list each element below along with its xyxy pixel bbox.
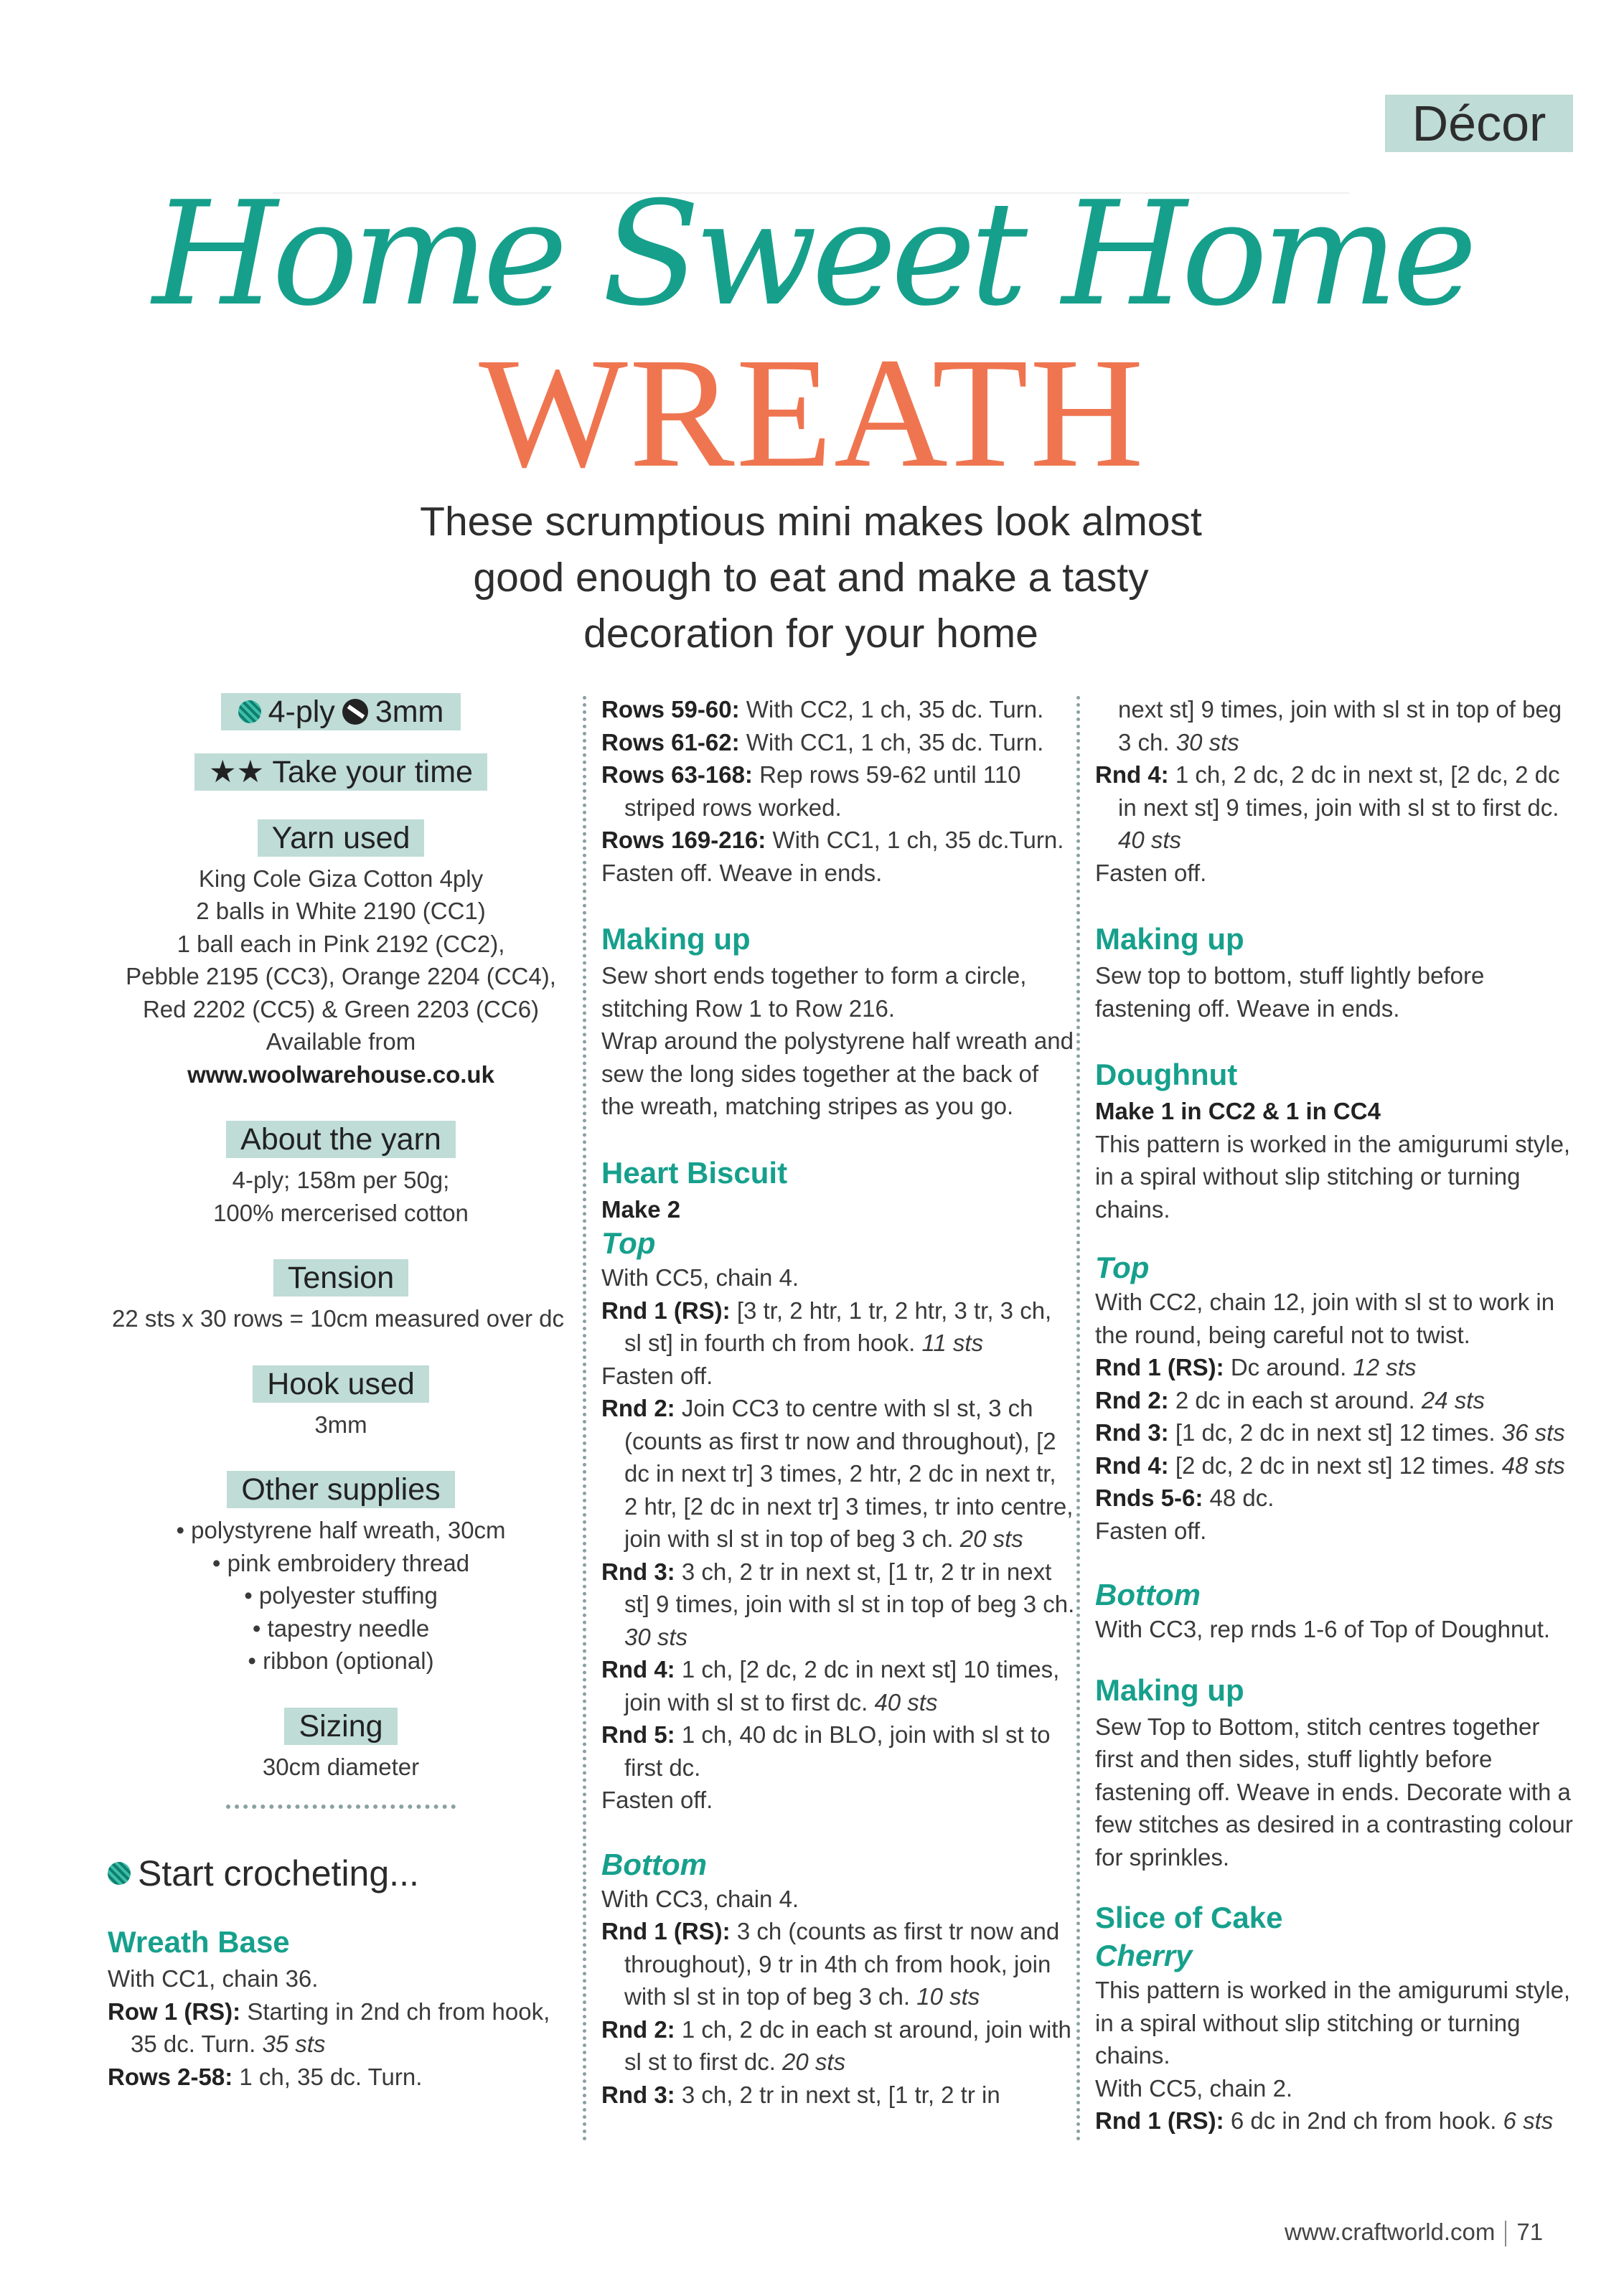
- pattern-line: [601, 726, 1075, 759]
- pattern-line: [108, 753, 574, 791]
- section-heading: Slice of Cake: [1095, 1901, 1283, 1934]
- pattern-text: About the yarn: [226, 1121, 456, 1158]
- pattern-line: [1095, 1225, 1576, 1250]
- pattern-line: [1095, 1416, 1576, 1449]
- difficulty-stars-icon: ★★: [209, 754, 265, 789]
- pattern-line: [1095, 1351, 1576, 1384]
- pattern-line: [601, 1915, 1075, 2013]
- pattern-line: [108, 1895, 574, 1922]
- pattern-text: Rnd 2:: [601, 2015, 675, 2043]
- list-item: • tapestry needle: [252, 1614, 430, 1642]
- subsection-heading: Bottom: [1095, 1578, 1201, 1612]
- pattern-line: [601, 2013, 1075, 2079]
- sizing-section: [108, 1708, 574, 1784]
- pattern-line: [601, 1718, 1075, 1784]
- section-heading: Doughnut: [1095, 1058, 1238, 1091]
- section-heading: Making up: [1095, 1672, 1244, 1707]
- yarn-weight-hook-box: [221, 693, 461, 730]
- pattern-line: [1095, 889, 1576, 919]
- pattern-text: Rnd 1 (RS):: [601, 1297, 731, 1324]
- pattern-text: Other supplies: [227, 1471, 454, 1508]
- pattern-text: Rnd 2:: [601, 1395, 675, 1421]
- pattern-text: Rnd 2:: [1095, 1386, 1169, 1413]
- sidebar: [108, 693, 574, 1809]
- pattern-line: [1095, 1384, 1576, 1417]
- pattern-line: [1095, 1547, 1576, 1577]
- pattern-text: 6 dc in 2nd ch from hook.: [1224, 2107, 1503, 2134]
- pattern-text: Rnd 3:: [1095, 1419, 1169, 1446]
- pattern-text: 4-ply: [268, 695, 335, 729]
- page-title-line2: WREATH: [479, 325, 1145, 500]
- list-item: • pink embroidery thread: [212, 1549, 470, 1576]
- pattern-text: 1 ch, 2 dc in each st around, join with sl st to first dc.: [624, 2015, 1071, 2075]
- pattern-text: Sew short ends together to form a circle, stitching Row 1 to Row 216.: [601, 962, 1027, 1022]
- pattern-text: 3 ch, 2 tr in next st, [1 tr, 2 tr in: [675, 2081, 1000, 2108]
- pattern-line: [601, 758, 1075, 824]
- pattern-text: 1 ch, 40 dc in BLO, join with sl st to first dc.: [624, 1721, 1051, 1781]
- pattern-line: [1095, 1482, 1576, 1515]
- yarn-ball-icon: [108, 1862, 131, 1885]
- list-item: • polyester stuffing: [244, 1582, 438, 1609]
- list-item: • polystyrene half wreath, 30cm: [176, 1517, 506, 1543]
- pattern-text: Sizing: [284, 1708, 397, 1745]
- pattern-text: Rnds 5-6:: [1095, 1485, 1203, 1511]
- pattern-text: Rnd 4:: [601, 1656, 675, 1683]
- section-heading: Wreath Base: [108, 1925, 290, 1959]
- pattern-text: With CC5, chain 4.: [601, 1264, 799, 1291]
- pattern-text: [1 dc, 2 dc in next st] 12 times.: [1168, 1419, 1502, 1446]
- pattern-text: Rep rows 59-62 until 110 striped rows worked.: [624, 761, 1021, 821]
- pattern-text: 2 dc in each st around.: [1168, 1386, 1422, 1413]
- pattern-text: Tension: [273, 1259, 408, 1297]
- pattern-text: 40 sts: [874, 1688, 938, 1716]
- pattern-text: 20 sts: [782, 2048, 846, 2075]
- pattern-text: 30cm diameter: [262, 1753, 420, 1780]
- pattern-line: [601, 1556, 1075, 1654]
- yarn-used-section: [108, 819, 574, 1091]
- pattern-line: [601, 1294, 1075, 1360]
- column-1: [108, 693, 574, 2093]
- pattern-text: 48 sts: [1501, 1452, 1565, 1479]
- section-tag: Décor: [1385, 95, 1573, 152]
- other-supplies-section: [108, 1471, 574, 1678]
- pattern-text: Rows 61-62:: [601, 728, 740, 756]
- pattern-text: Rows 63-168:: [601, 761, 753, 788]
- pattern-text: 2 balls in White 2190 (CC1): [196, 898, 486, 924]
- pattern-text: 4-ply; 158m per 50g;: [232, 1167, 450, 1193]
- pattern-text: Start crocheting...: [138, 1853, 419, 1893]
- section-divider: [226, 1805, 456, 1809]
- pattern-text: Rnd 1 (RS):: [1095, 2107, 1224, 2134]
- footer: [1285, 2219, 1543, 2246]
- footer-separator: [1505, 2221, 1506, 2246]
- subsection-heading: Cherry: [1095, 1939, 1193, 1972]
- column-2: [601, 693, 1075, 2111]
- pattern-text: 1 ch, 35 dc. Turn.: [233, 2063, 423, 2090]
- hook-icon: [342, 699, 368, 725]
- pattern-text: Available from: [266, 1028, 416, 1055]
- pattern-text: Rnd 3:: [601, 1558, 675, 1585]
- pattern-text: 22 sts x 30 rows = 10cm measured over dc: [111, 1305, 565, 1332]
- footer-url[interactable]: www.craftworld.com: [1285, 2219, 1496, 2245]
- pattern-text: Fasten off.: [601, 1787, 713, 1813]
- pattern-text: Rnd 1 (RS):: [601, 1918, 731, 1944]
- pattern-text: 12 sts: [1353, 1354, 1417, 1380]
- pattern-line: [1095, 1449, 1576, 1482]
- hook-used-section: [108, 1365, 574, 1441]
- pattern-text: Row 1 (RS):: [108, 1998, 241, 2025]
- pattern-text: 35 sts: [262, 2031, 326, 2057]
- pattern-text: Rnd 5:: [601, 1721, 675, 1748]
- pattern-text: With CC5, chain 2.: [1095, 2074, 1293, 2102]
- pattern-text: Hook used: [253, 1365, 429, 1403]
- page-number: 71: [1516, 2219, 1544, 2245]
- pattern-text: 1 ball each in Pink 2192 (CC2),: [177, 930, 505, 957]
- pattern-text: Dc around.: [1224, 1354, 1353, 1380]
- pattern-text: Pebble 2195 (CC3), Orange 2204 (CC4),: [126, 963, 556, 989]
- pattern-text: Rnd 4:: [1095, 1452, 1169, 1479]
- pattern-text: [3 tr, 2 htr, 1 tr, 2 htr, 3 tr, 3 ch, sl st] in fourth ch from hook.: [624, 1297, 1052, 1356]
- pattern-line: [601, 824, 1075, 857]
- pattern-line: [1095, 1025, 1576, 1055]
- pattern-text: With CC1, chain 36.: [108, 1965, 319, 1992]
- pattern-text: 100% mercerised cotton: [213, 1199, 469, 1226]
- pattern-text: With CC3, chain 4.: [601, 1885, 799, 1912]
- pattern-text: King Cole Giza Cotton 4ply: [198, 865, 484, 892]
- pattern-text: Fasten off.: [601, 1362, 713, 1389]
- pattern-text: With CC2, 1 ch, 35 dc. Turn.: [739, 696, 1044, 723]
- pattern-text: This pattern is worked in the amigurumi style, in a spiral without slip stitching or turning chains.: [1095, 1977, 1571, 2069]
- pattern-text: 3mm: [375, 695, 444, 729]
- yarn-ball-icon: [238, 700, 261, 723]
- pattern-line: [601, 889, 1075, 919]
- pattern-text: 11 sts: [921, 1330, 984, 1356]
- subsection-heading: Top: [601, 1226, 656, 1260]
- pattern-text: Make 2: [601, 1195, 681, 1223]
- pattern-text: 6 sts: [1503, 2107, 1554, 2134]
- about-yarn-section: [108, 1121, 574, 1229]
- subtitle: These scrumptious mini makes look almost good enough to eat and make a tasty decoration for your home: [420, 499, 1202, 657]
- subsection-heading: Bottom: [601, 1847, 707, 1881]
- start-crocheting-heading: [108, 1852, 574, 1895]
- pattern-text: 48 dc.: [1203, 1485, 1275, 1511]
- pattern-text: With CC2, chain 12, join with sl st to work in the round, being careful not to twist.: [1095, 1289, 1555, 1348]
- pattern-text: 1 ch, [2 dc, 2 dc in next st] 10 times, join with sl st to first dc.: [624, 1656, 1060, 1716]
- subsection-heading: Top: [1095, 1251, 1150, 1284]
- pattern-text: 3 ch (counts as first tr now and throughout), 9 tr in 4th ch from hook, join with sl st in top of beg 3 ch.: [624, 1918, 1060, 2010]
- pattern-text: Rnd 3:: [601, 2081, 675, 2108]
- pattern-text: Sew Top to Bottom, stitch centres together first and then sides, stuff lightly before fastening off. Weave in ends. Decorate with a few stitches as desired in a contrasting colour for sprinkles.: [1095, 1713, 1573, 1871]
- pattern-line: [1095, 758, 1576, 857]
- pattern-line: [1095, 1873, 1576, 1898]
- pattern-text: Starting in 2nd ch from hook, 35 dc. Turn.: [131, 1998, 550, 2057]
- supplier-link[interactable]: www.woolwarehouse.co.uk: [187, 1060, 494, 1088]
- pattern-text: Rows 169-216:: [601, 827, 766, 853]
- pattern-text: 30 sts: [1175, 728, 1239, 756]
- pattern-text: Fasten off. Weave in ends.: [601, 859, 883, 886]
- pattern-text: Take your time: [272, 754, 473, 789]
- pattern-line: [601, 1123, 1075, 1153]
- pattern-line: [601, 693, 1075, 726]
- pattern-text: 1 ch, 2 dc, 2 dc in next st, [2 dc, 2 dc in next st] 9 times, join with sl st to first dc.: [1118, 761, 1560, 821]
- pattern-text: next st] 9 times, join with sl st in top of beg 3 ch.: [1118, 696, 1562, 756]
- pattern-text: 3mm: [314, 1411, 367, 1438]
- pattern-text: Red 2202 (CC5) & Green 2203 (CC6): [142, 995, 540, 1022]
- pattern-text: [2 dc, 2 dc in next st] 12 times.: [1168, 1452, 1502, 1479]
- list-item: • ribbon (optional): [248, 1647, 434, 1674]
- pattern-line: [1095, 1646, 1576, 1670]
- pattern-line: [108, 693, 574, 732]
- pattern-text: 3 ch, 2 tr in next st, [1 tr, 2 tr in next st] 9 times, join with sl st in top of beg 3 ch.: [624, 1558, 1075, 1617]
- difficulty-box: [194, 753, 487, 791]
- column-3: [1095, 693, 1576, 2137]
- pattern-text: Join CC3 to centre with sl st, 3 ch (counts as first tr now and throughout), [2 dc in next tr] 3 times, 2 htr, 2 dc in next tr, 2 htr, [2 dc in next tr] 3 times, tr into centre, join with sl st in top of beg 3 ch.: [624, 1395, 1074, 1552]
- pattern-line: [601, 2079, 1075, 2112]
- pattern-text: With CC1, 1 ch, 35 dc.Turn.: [766, 827, 1064, 853]
- pattern-line: [1095, 2104, 1576, 2137]
- pattern-text: Rows 59-60:: [601, 696, 740, 723]
- pattern-text: With CC3, rep rnds 1-6 of Top of Doughnut.: [1095, 1616, 1551, 1642]
- pattern-text: Fasten off.: [1095, 859, 1207, 886]
- pattern-text: Sew top to bottom, stuff lightly before fastening off. Weave in ends.: [1095, 962, 1485, 1022]
- pattern-line: [601, 1817, 1075, 1847]
- pattern-text: Fasten off.: [1095, 1517, 1207, 1544]
- page-title-line1: Home Sweet Home: [152, 171, 1472, 338]
- pattern-text: 20 sts: [959, 1525, 1023, 1552]
- pattern-text: Rows 2-58:: [108, 2063, 233, 2090]
- pattern-line: [601, 1392, 1075, 1556]
- pattern-text: With CC1, 1 ch, 35 dc. Turn.: [739, 728, 1044, 756]
- column-divider-1: [583, 696, 586, 2142]
- section-heading: Making up: [1095, 922, 1244, 956]
- pattern-text: Rnd 1 (RS):: [1095, 1354, 1224, 1380]
- pattern-line: [1095, 693, 1576, 758]
- pattern-text: Yarn used: [258, 819, 425, 857]
- pattern-line: [601, 1653, 1075, 1718]
- pattern-text: 10 sts: [916, 1983, 980, 2010]
- column-divider-2: [1076, 696, 1080, 2142]
- pattern-text: This pattern is worked in the amigurumi style, in a spiral without slip stitching or turning chains.: [1095, 1130, 1571, 1223]
- pattern-text: 36 sts: [1501, 1419, 1565, 1446]
- pattern-text: 40 sts: [1118, 827, 1182, 853]
- tension-section: [108, 1259, 574, 1335]
- pattern-text: Rnd 4:: [1095, 761, 1169, 788]
- section-heading: Making up: [601, 922, 751, 956]
- pattern-text: Make 1 in CC2 & 1 in CC4: [1095, 1098, 1381, 1124]
- pattern-text: Wrap around the polystyrene half wreath and sew the long sides together at the back of the wreath, matching stripes as you go.: [601, 1027, 1074, 1119]
- pattern-text: 24 sts: [1421, 1386, 1485, 1413]
- pattern-text: 30 sts: [624, 1623, 688, 1650]
- section-heading: Heart Biscuit: [601, 1155, 788, 1190]
